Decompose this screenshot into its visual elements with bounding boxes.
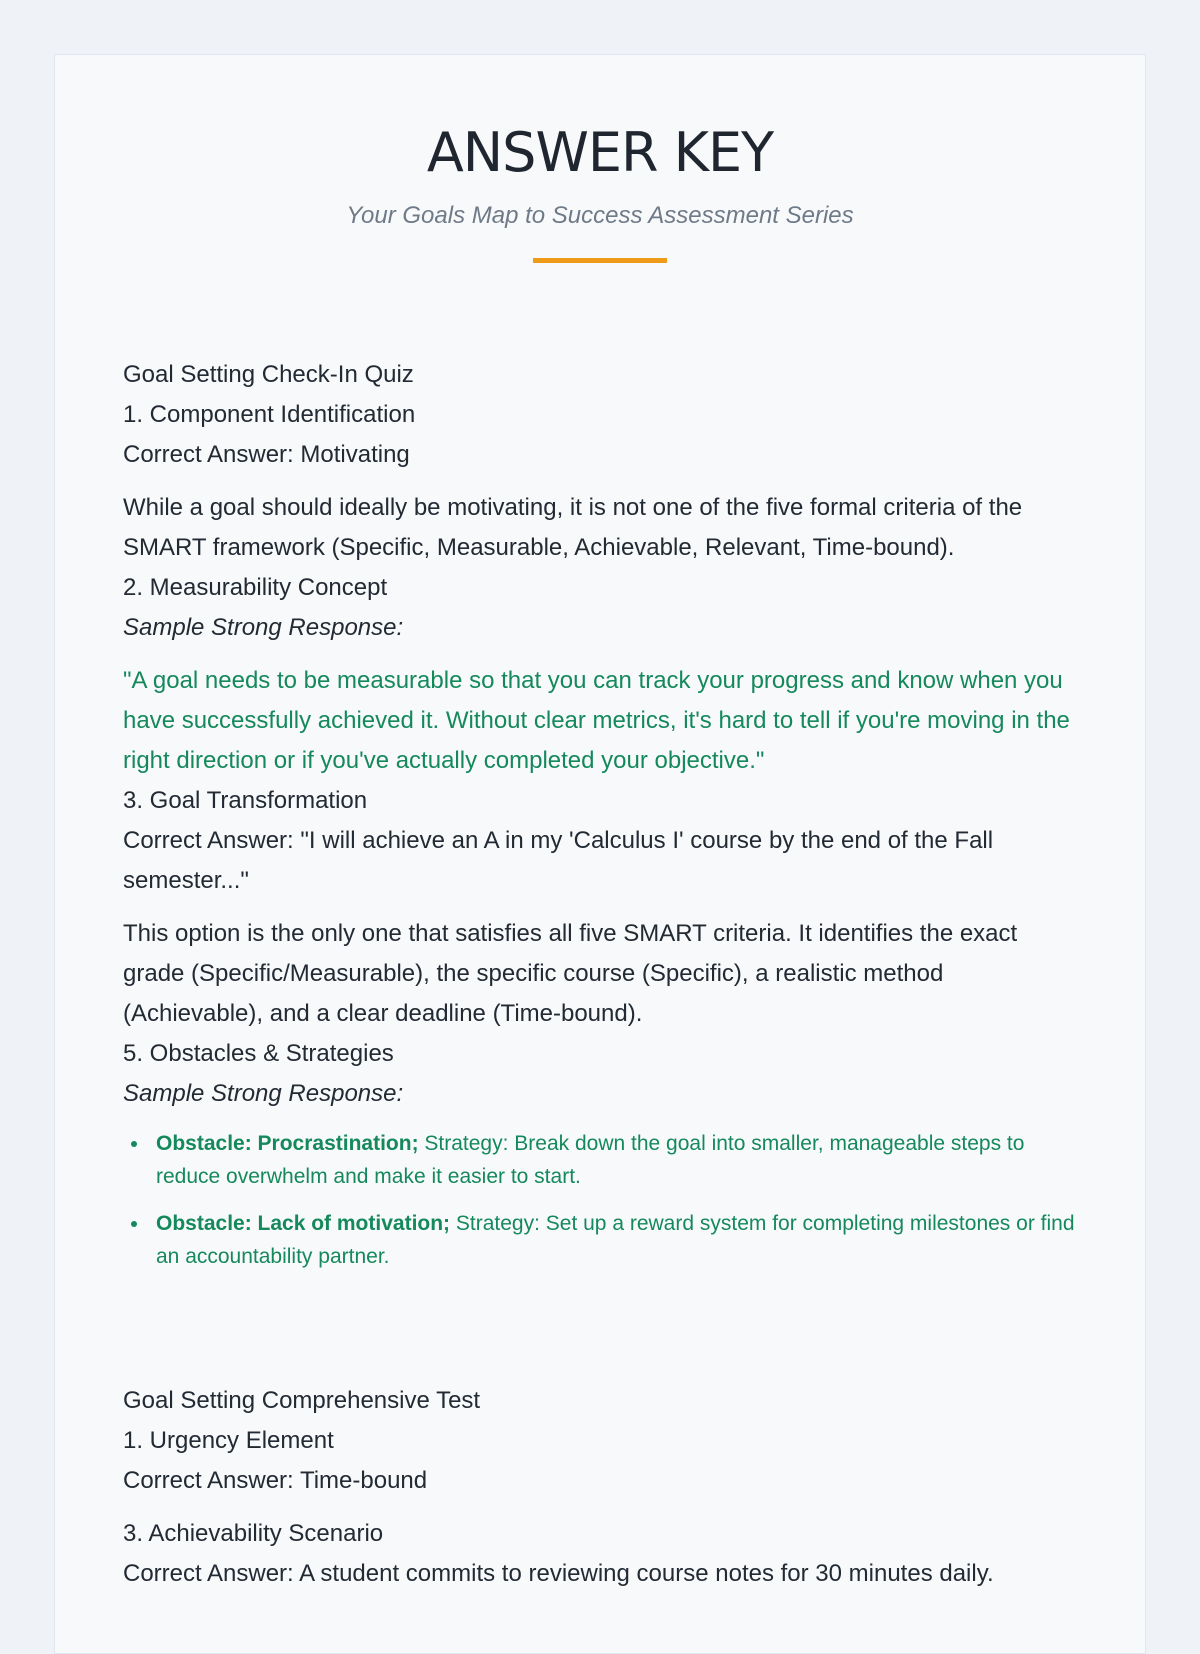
quiz-q2-heading: 2. Measurability Concept xyxy=(123,574,388,601)
test-q3-answer: Correct Answer: A student commits to reviewing course notes for 30 minutes daily. xyxy=(123,1560,994,1587)
test-q1-answer: Correct Answer: Time-bound xyxy=(123,1467,428,1494)
spacer xyxy=(123,648,1083,661)
test-q3-heading: 3. Achievability Scenario xyxy=(123,1520,384,1547)
quiz-q5-item-text: Strategy: Set up a reward system for completing milestones or find an accountability partner. xyxy=(156,1212,1075,1268)
test-title: Goal Setting Comprehensive Test xyxy=(123,1387,481,1414)
quiz-q1-heading: 1. Component Identification xyxy=(123,401,416,428)
quiz-q3-explanation: This option is the only one that satisfies all five SMART criteria. It identifies the exact grade (Specific/Measurable), the specific course (Specific), a realistic method (Achievable), and a clear deadline (Time-bound). xyxy=(123,920,1018,1027)
quiz-q5-item-text: Strategy: Break down the goal into smaller, manageable steps to reduce overwhelm and make it easier to start. xyxy=(156,1132,1025,1188)
quiz-title: Goal Setting Check-In Quiz xyxy=(123,361,414,388)
quiz-q5-label: Sample Strong Response: xyxy=(123,1080,404,1107)
quiz-q5-item xyxy=(123,1207,1083,1273)
spacer xyxy=(123,1114,1083,1127)
test-q1-heading: 1. Urgency Element xyxy=(123,1427,334,1454)
quiz-q3-answer: Correct Answer: "I will achieve an A in my 'Calculus I' course by the end of the Fall semester..." xyxy=(123,827,994,894)
page-subtitle: Your Goals Map to Success Assessment Series xyxy=(346,201,854,229)
answer-key-card xyxy=(54,54,1146,1654)
header xyxy=(55,121,1145,263)
title-divider xyxy=(533,258,667,263)
section-spacer xyxy=(123,1287,1083,1381)
answer-content xyxy=(123,355,1083,1594)
quiz-q1-explanation: While a goal should ideally be motivating, it is not one of the five formal criteria of the SMART framework (Specific, Measurable, Achievable, Relevant, Time-bound). xyxy=(123,494,1023,561)
quiz-q2-response: "A goal needs to be measurable so that you can track your progress and know when you have successfully achieved it. Without clear metrics, it's hard to tell if you're moving in the right direction or if you've actually completed your objective." xyxy=(123,667,1070,774)
page-title: ANSWER KEY xyxy=(426,121,774,184)
quiz-q1-answer: Correct Answer: Motivating xyxy=(123,441,410,468)
quiz-q5-list xyxy=(123,1127,1083,1273)
quiz-q3-heading: 3. Goal Transformation xyxy=(123,787,368,814)
quiz-q5-item xyxy=(123,1127,1083,1193)
spacer xyxy=(123,475,1083,488)
quiz-q5-item-bold: Obstacle: Procrastination; xyxy=(156,1132,419,1155)
quiz-q2-label: Sample Strong Response: xyxy=(123,614,404,641)
spacer xyxy=(123,901,1083,914)
quiz-q5-heading: 5. Obstacles & Strategies xyxy=(123,1040,394,1067)
quiz-q5-item-bold: Obstacle: Lack of motivation; xyxy=(156,1212,451,1235)
spacer xyxy=(123,1501,1083,1514)
